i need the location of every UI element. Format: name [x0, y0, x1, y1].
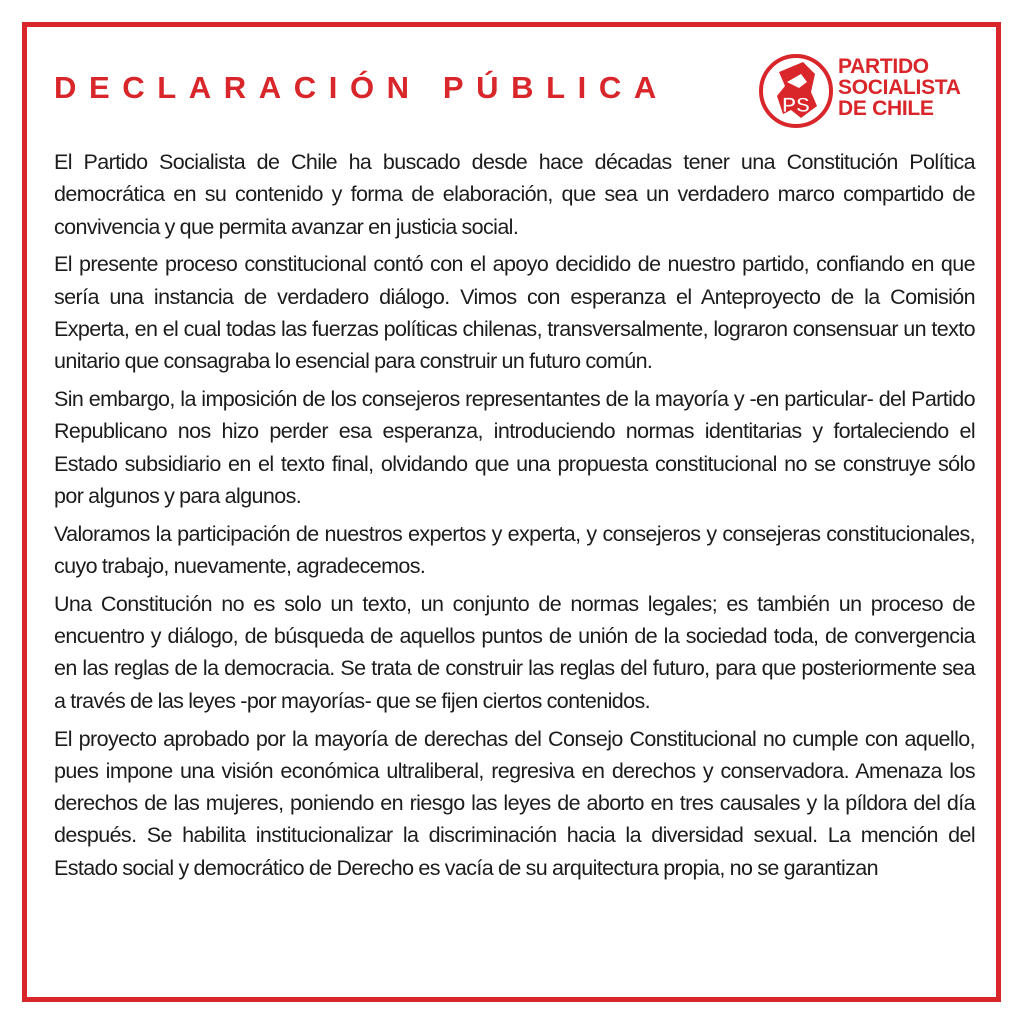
paragraph-5: Una Constitución no es solo un texto, un conjunto de normas legales; es también un proceso de encuentro y diálogo, de búsqueda de aquellos puntos de unión de la sociedad toda, de convergencia en las reglas de la democracia. Se trata de construir las reglas del futuro, para que posteriormente sea a través de las leyes -por mayorías- que se fijen ciertos contenidos. [54, 591, 975, 713]
paragraph-3: Sin embargo, la imposición de los consejeros representantes de la mayoría y -en particular- del Partido Republicano nos hizo perder esa esperanza, introduciendo normas identitarias y fortaleciendo el Estado subsidiario en el texto final, olvidando que una propuesta constitucional no se construye sólo por algunos y para algunos. [54, 387, 975, 508]
logo-name-line-3: DE CHILE [838, 97, 934, 120]
paragraph-1: El Partido Socialista de Chile ha buscado desde hace décadas tener una Constitución Política democrática en su contenido y forma de elaboración, que sea un verdadero marco compartido de convivencia y que permita avanzar en justicia social. [54, 150, 975, 239]
logo-name-line-1: PARTIDO [838, 55, 929, 78]
paragraph-2: El presente proceso constitucional contó con el apoyo decidido de nuestro partido, confiando en que sería una instancia de verdadero diálogo. Vimos con esperanza el Anteproyecto de la Comisión Experta, en el cual todas las fuerzas políticas chilenas, transversalmente, lograron consensuar un texto unitario que consagraba lo esencial para construir un futuro común. [54, 252, 975, 374]
statement-body [54, 146, 975, 890]
logo-name [838, 56, 961, 119]
party-logo [757, 50, 982, 130]
party-emblem-icon [757, 52, 835, 130]
paragraph-6: El proyecto aprobado por la mayoría de derechas del Consejo Constitucional no cumple con aquello, pues impone una visión económica ultraliberal, regresiva en derechos y conservadora. Amenaza los derechos de las mujeres, poniendo en riesgo las leyes de aborto en tres causales y la píldora del día después. Se habilita institucionalizar la discriminación hacia la diversidad sexual. La mención del Estado social y democrático de Derecho es vacía de su arquitectura propia, no se garantizan [54, 726, 975, 880]
logo-monogram: PS [781, 94, 811, 117]
paragraph-4: Valoramos la participación de nuestros expertos y experta, y consejeros y consejeras constitucionales, cuyo trabajo, nuevamente, agradecemos. [54, 521, 975, 579]
logo-name-line-2: SOCIALISTA [838, 76, 961, 99]
page-title: DECLARACIÓN PÚBLICA [54, 70, 669, 105]
